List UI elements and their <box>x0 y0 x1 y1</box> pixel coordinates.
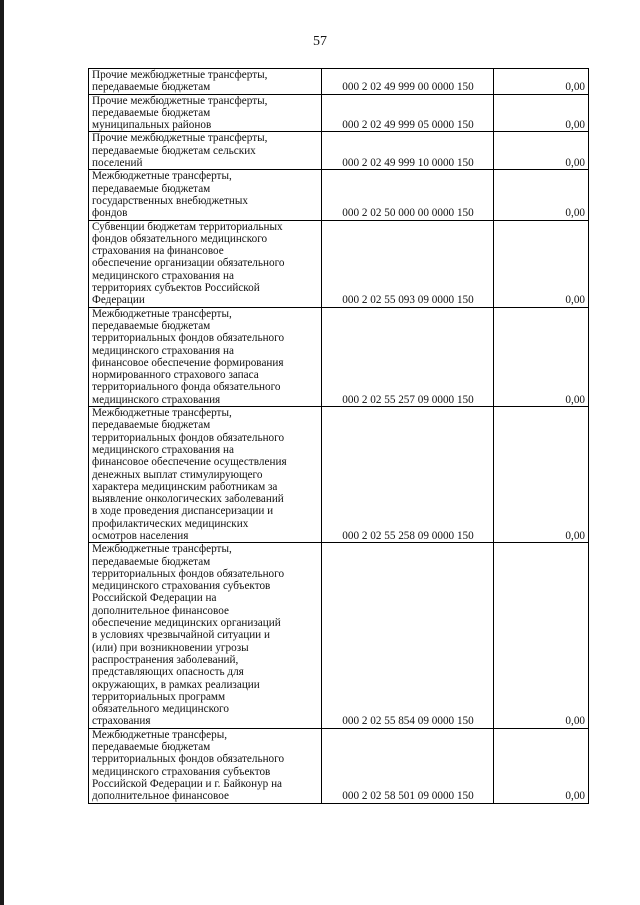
table-row <box>89 69 589 95</box>
row-name-line: медицинского страхования <box>92 393 221 406</box>
row-name-line: фондов <box>92 207 128 220</box>
row-name-line: передаваемые бюджетам <box>92 319 211 332</box>
row-name-line: осмотров населения <box>92 529 189 542</box>
row-name-line: медицинского страхования на <box>92 344 234 357</box>
row-name-line: обеспечение медицинских организаций <box>92 617 281 630</box>
row-name-line: Прочие межбюджетные трансферты, <box>92 94 268 107</box>
row-name-line: передаваемые бюджетам <box>92 419 211 432</box>
table-row <box>89 543 589 728</box>
row-code-cell: 000 2 02 55 257 09 0000 150 <box>322 307 494 406</box>
row-name-line: (или) при возникновении угрозы <box>92 641 249 654</box>
row-amount-cell: 0,00 <box>494 220 589 307</box>
table-row <box>89 728 589 803</box>
row-name-line: характера медицинским работникам за <box>92 480 278 493</box>
row-amount-cell: 0,00 <box>494 407 589 543</box>
row-name-line: Межбюджетные трансферы, <box>92 728 228 741</box>
row-name-line: Российской Федерации и г. Байконур на <box>92 777 283 790</box>
row-name-cell <box>89 132 322 170</box>
row-code-cell: 000 2 02 49 999 00 0000 150 <box>322 69 494 95</box>
row-name-line: Межбюджетные трансферты, <box>92 543 232 556</box>
row-code-cell: 000 2 02 58 501 09 0000 150 <box>322 728 494 803</box>
row-name-line: Прочие межбюджетные трансферты, <box>92 132 268 145</box>
table-row <box>89 132 589 170</box>
row-name-line: финансовое обеспечение осуществления <box>92 456 287 469</box>
row-name-line: муниципальных районов <box>92 119 212 132</box>
row-name-line: Межбюджетные трансферты, <box>92 407 232 420</box>
row-name-line: представляющих опасность для <box>92 666 244 679</box>
table-row <box>89 407 589 543</box>
row-name-line: Прочие межбюджетные трансферты, <box>92 69 268 81</box>
row-name-line: государственных внебюджетных <box>92 194 249 207</box>
row-name-line: Субвенции бюджетам территориальных <box>92 220 283 233</box>
table-row <box>89 220 589 307</box>
row-name-line: денежных выплат стимулирующего <box>92 468 263 481</box>
row-name-line: профилактических медицинских <box>92 517 249 530</box>
table-row <box>89 170 589 220</box>
row-amount-cell: 0,00 <box>494 543 589 728</box>
row-name-line: страхования <box>92 715 151 728</box>
row-name-line: передаваемые бюджетам <box>92 555 211 568</box>
scan-edge <box>0 0 4 905</box>
row-name-line: в ходе проведения диспансеризации и <box>92 505 274 518</box>
row-name-line: страхования на финансовое <box>92 245 224 258</box>
row-name-line: обязательного медицинского <box>92 703 229 716</box>
table-body <box>89 69 589 804</box>
row-name-line: нормированного страхового запаса <box>92 369 259 382</box>
row-code-cell: 000 2 02 55 093 09 0000 150 <box>322 220 494 307</box>
budget-transfers-table <box>88 68 589 804</box>
row-code-cell: 000 2 02 55 854 09 0000 150 <box>322 543 494 728</box>
row-name-line: выявление онкологических заболеваний <box>92 493 284 506</box>
row-name-line: медицинского страхования на <box>92 269 234 282</box>
row-name-line: финансовое обеспечение формирования <box>92 356 284 369</box>
row-amount-cell: 0,00 <box>494 94 589 132</box>
row-name-line: территориальных фондов обязательного <box>92 753 285 766</box>
row-name-line: медицинского страхования на <box>92 443 234 456</box>
row-name-cell <box>89 728 322 803</box>
row-name-line: Федерации <box>92 294 145 307</box>
row-name-line: передаваемые бюджетам <box>92 81 211 94</box>
row-name-line: распространения заболеваний, <box>92 653 239 666</box>
row-name-line: Межбюджетные трансферты, <box>92 170 232 183</box>
row-name-cell <box>89 170 322 220</box>
row-name-cell <box>89 69 322 95</box>
row-name-line: дополнительное финансовое <box>92 604 229 617</box>
row-name-line: Межбюджетные трансферты, <box>92 307 232 320</box>
row-name-line: территориях субъектов Российской <box>92 282 260 295</box>
row-name-line: территориального фонда обязательного <box>92 381 281 394</box>
row-name-cell <box>89 307 322 406</box>
row-name-cell <box>89 543 322 728</box>
row-name-line: поселений <box>92 157 143 170</box>
row-code-cell: 000 2 02 50 000 00 0000 150 <box>322 170 494 220</box>
row-name-line: передаваемые бюджетам сельских <box>92 144 256 157</box>
row-amount-cell: 0,00 <box>494 307 589 406</box>
row-name-cell <box>89 407 322 543</box>
row-name-line: медицинского страхования субъектов <box>92 580 271 593</box>
row-name-line: дополнительное финансовое <box>92 790 229 803</box>
row-name-line: передаваемые бюджетам <box>92 106 211 119</box>
row-name-line: передаваемые бюджетам <box>92 741 211 754</box>
row-name-line: медицинского страхования субъектов <box>92 765 271 778</box>
page-number: 57 <box>313 34 327 49</box>
row-code-cell: 000 2 02 55 258 09 0000 150 <box>322 407 494 543</box>
row-name-line: в условиях чрезвычайной ситуации и <box>92 629 270 642</box>
row-code-cell: 000 2 02 49 999 05 0000 150 <box>322 94 494 132</box>
row-amount-cell: 0,00 <box>494 170 589 220</box>
row-name-line: передаваемые бюджетам <box>92 182 211 195</box>
row-name-line: фондов обязательного медицинского <box>92 232 268 245</box>
row-name-line: территориальных фондов обязательного <box>92 332 285 345</box>
row-name-cell <box>89 94 322 132</box>
row-code-cell: 000 2 02 49 999 10 0000 150 <box>322 132 494 170</box>
row-amount-cell: 0,00 <box>494 728 589 803</box>
row-name-line: территориальных фондов обязательного <box>92 567 285 580</box>
row-amount-cell: 0,00 <box>494 132 589 170</box>
table-row <box>89 307 589 406</box>
table-row <box>89 94 589 132</box>
row-amount-cell: 0,00 <box>494 69 589 95</box>
row-name-cell <box>89 220 322 307</box>
row-name-line: территориальных фондов обязательного <box>92 431 285 444</box>
row-name-line: Российской Федерации на <box>92 592 217 605</box>
row-name-line: обеспечение организации обязательного <box>92 257 285 270</box>
row-name-line: территориальных программ <box>92 690 226 703</box>
row-name-line: окружающих, в рамках реализации <box>92 678 260 691</box>
